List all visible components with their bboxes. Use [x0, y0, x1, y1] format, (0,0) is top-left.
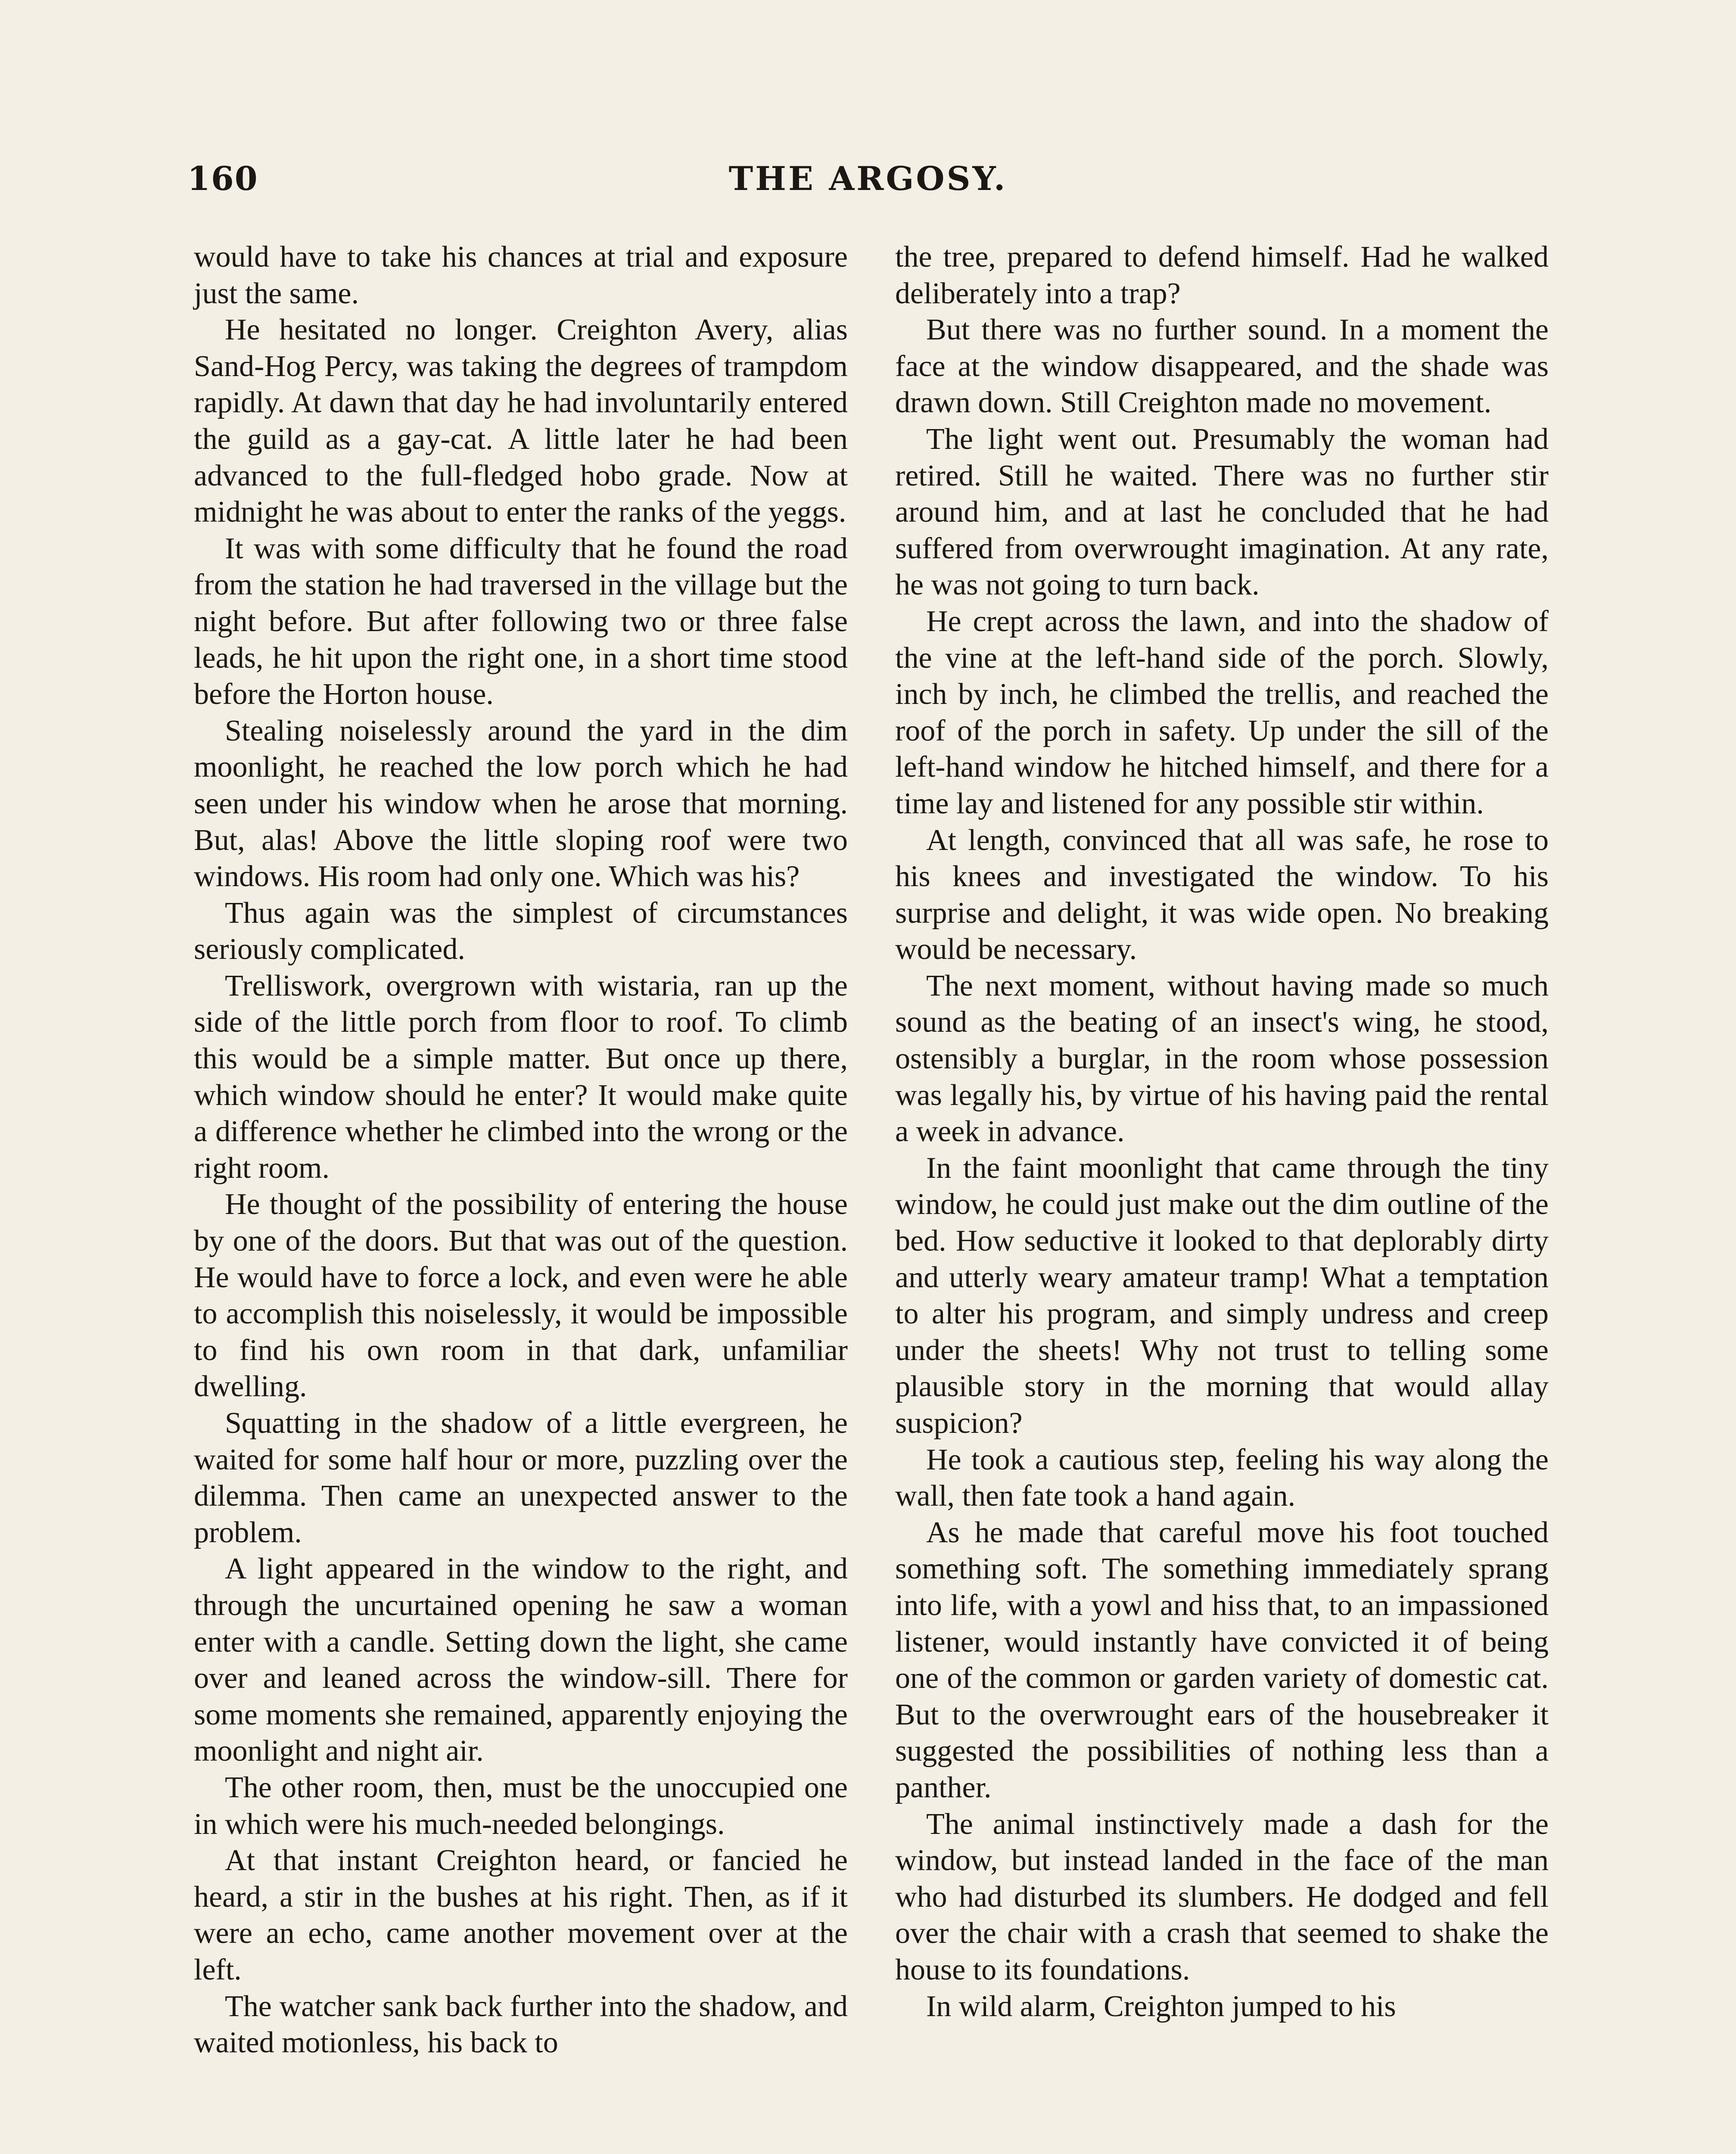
- paragraph: would have to take his chances at trial and exposure just the same.: [194, 240, 848, 310]
- paragraph: In wild alarm, Creighton jumped to his: [926, 1989, 1396, 2023]
- running-title: THE ARGOSY.: [728, 159, 1008, 198]
- paragraph: In the faint moonlight that came through the tiny window, he could just make out the dim outline of the bed. How seductive it looked to that deplorably dirty and utterly weary amateur tramp! What a temptation to alter his program, and simply undress and creep under the sheets! Why not trust to telling some plausible story in the morning that would allay suspicion?: [895, 1151, 1549, 1440]
- paragraph: Squatting in the shadow of a little evergreen, he waited for some half hour or more, puzzling over the dilemma. Then came an unexpected answer to the problem.: [194, 1407, 848, 1549]
- paragraph: He hesitated no longer. Creighton Avery, alias Sand-Hog Percy, was taking the degrees of trampdom rapidly. At dawn that day he had involuntarily entered the guild as a gay-cat. A little later he had been advanced to the full-fledged hobo grade. Now at midnight he was about to enter the ranks of the yeggs.: [194, 313, 848, 529]
- paragraph: As he made that careful move his foot touched something soft. The something immediately sprang into life, with a yowl and hiss that, to an impassioned listener, would instantly have convicted it of being one of the common or garden variety of domestic cat. But to the overwrought ears of the housebreaker it suggested the possibilities of nothing less than a panther.: [895, 1516, 1549, 1804]
- paragraph: He took a cautious step, feeling his way along the wall, then fate took a hand again.: [895, 1443, 1549, 1513]
- paragraph: At that instant Creighton heard, or fancied he heard, a stir in the bushes at his right. Then, as if it were an echo, came another movement over at the left.: [194, 1844, 848, 1986]
- paragraph: The animal instinctively made a dash for the window, but instead landed in the face of the man who had disturbed its slumbers. He dodged and fell over the chair with a crash that seemed to shake the house to its foundations.: [895, 1807, 1549, 1986]
- page-number: 160: [187, 159, 258, 198]
- text-column-left: [194, 239, 848, 2061]
- paragraph: The watcher sank back further into the shadow, and waited motionless, his back to: [194, 1989, 848, 2060]
- paragraph: He thought of the possibility of entering the house by one of the doors. But that was out of the question. He would have to force a lock, and even were he able to accomplish this noiselessly, it would be impossible to find his own room in that dark, unfamiliar dwelling.: [194, 1188, 848, 1404]
- paragraph: the tree, prepared to defend himself. Had he walked deliberately into a trap?: [895, 240, 1549, 310]
- paragraph: But there was no further sound. In a moment the face at the window disappeared, and the shade was drawn down. Still Creighton made no movement.: [895, 313, 1549, 420]
- paragraph: Stealing noiselessly around the yard in the dim moonlight, he reached the low porch which he had seen under his window when he arose that morning. But, alas! Above the little sloping roof were two windows. His room had only one. Which was his?: [194, 714, 848, 893]
- paragraph: The other room, then, must be the unoccupied one in which were his much-needed belongings.: [194, 1771, 848, 1841]
- page-header: [0, 159, 1736, 220]
- paragraph: It was with some difficulty that he found the road from the station he had traversed in the village but the night before. But after following two or three false leads, he hit upon the right one, in a short time stood before the Horton house.: [194, 532, 848, 711]
- paragraph: Thus again was the simplest of circumstances seriously complicated.: [194, 896, 848, 966]
- paragraph: The light went out. Presumably the woman had retired. Still he waited. There was no further stir around him, and at last he concluded that he had suffered from overwrought imagination. At any rate, he was not going to turn back.: [895, 422, 1549, 602]
- text-column-right: [895, 239, 1549, 2025]
- paragraph: Trelliswork, overgrown with wistaria, ran up the side of the little porch from floor to roof. To climb this would be a simple matter. But once up there, which window should he enter? It would make quite a difference whether he climbed into the wrong or the right room.: [194, 969, 848, 1185]
- paragraph: He crept across the lawn, and into the shadow of the vine at the left-hand side of the porch. Slowly, inch by inch, he climbed the trellis, and reached the roof of the porch in safety. Up under the sill of the left-hand window he hitched himself, and there for a time lay and listened for any possible stir within.: [895, 604, 1549, 820]
- paragraph: A light appeared in the window to the right, and through the uncurtained opening he saw a woman enter with a candle. Setting down the light, she came over and leaned across the window-sill. There for some moments she remained, apparently enjoying the moonlight and night air.: [194, 1552, 848, 1768]
- paragraph: The next moment, without having made so much sound as the beating of an insect's wing, he stood, ostensibly a burglar, in the room whose possession was legally his, by virtue of his having paid the rental a week in advance.: [895, 969, 1549, 1149]
- paragraph: At length, convinced that all was safe, he rose to his knees and investigated the window. To his surprise and delight, it was wide open. No breaking would be necessary.: [895, 823, 1549, 966]
